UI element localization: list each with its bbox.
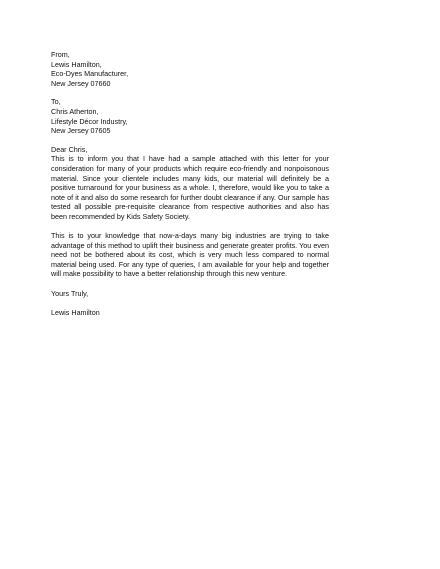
body-paragraph-2: This is to your knowledge that now-a-days many big industries are trying to take advantage of this method to uplift their business and generate greater profits. You even need not be bothered about its cost, which is very much less compared to normal material being used. For any type of queries, I am available for your help and together will make possibility to have a better relationship through this new venture.: [51, 231, 329, 279]
sender-name: Lewis Hamilton,: [51, 59, 102, 69]
sender-company: Eco-Dyes Manufacturer,: [51, 69, 129, 79]
letter-content: [51, 50, 329, 317]
recipient-name: Chris Atherton,: [51, 106, 99, 116]
recipient-company: Lifestyle Décor Industry,: [51, 116, 128, 126]
spacer: [51, 88, 329, 97]
recipient-address: New Jersey 07605: [51, 126, 111, 136]
body-paragraph-1: This is to inform you that I have had a sample attached with this letter for your consideration for many of your products which require eco-friendly and nonpoisonous material. Since your clientele includes many kids, our material will definitely be a positive turnaround for your business as a whole. I, therefore, would like you to take a note of it and also do some research for further doubt clearance if any. Our sample has tested all possible pre-requisite clearance from respective authorities and also has been recommended by Kids Safety Society.: [51, 154, 329, 221]
closing: Yours Truly,: [51, 288, 89, 298]
sender-block: [51, 50, 329, 88]
spacer: [51, 222, 329, 232]
recipient-block: [51, 97, 329, 135]
spacer: [51, 279, 329, 289]
signature-name: Lewis Hamilton: [51, 307, 100, 317]
sender-label: From,: [51, 50, 70, 59]
sender-address: New Jersey 07660: [51, 78, 111, 88]
spacer: [51, 298, 329, 308]
salutation: Dear Chris,: [51, 144, 88, 154]
spacer: [51, 136, 329, 145]
recipient-label: To,: [51, 97, 61, 107]
